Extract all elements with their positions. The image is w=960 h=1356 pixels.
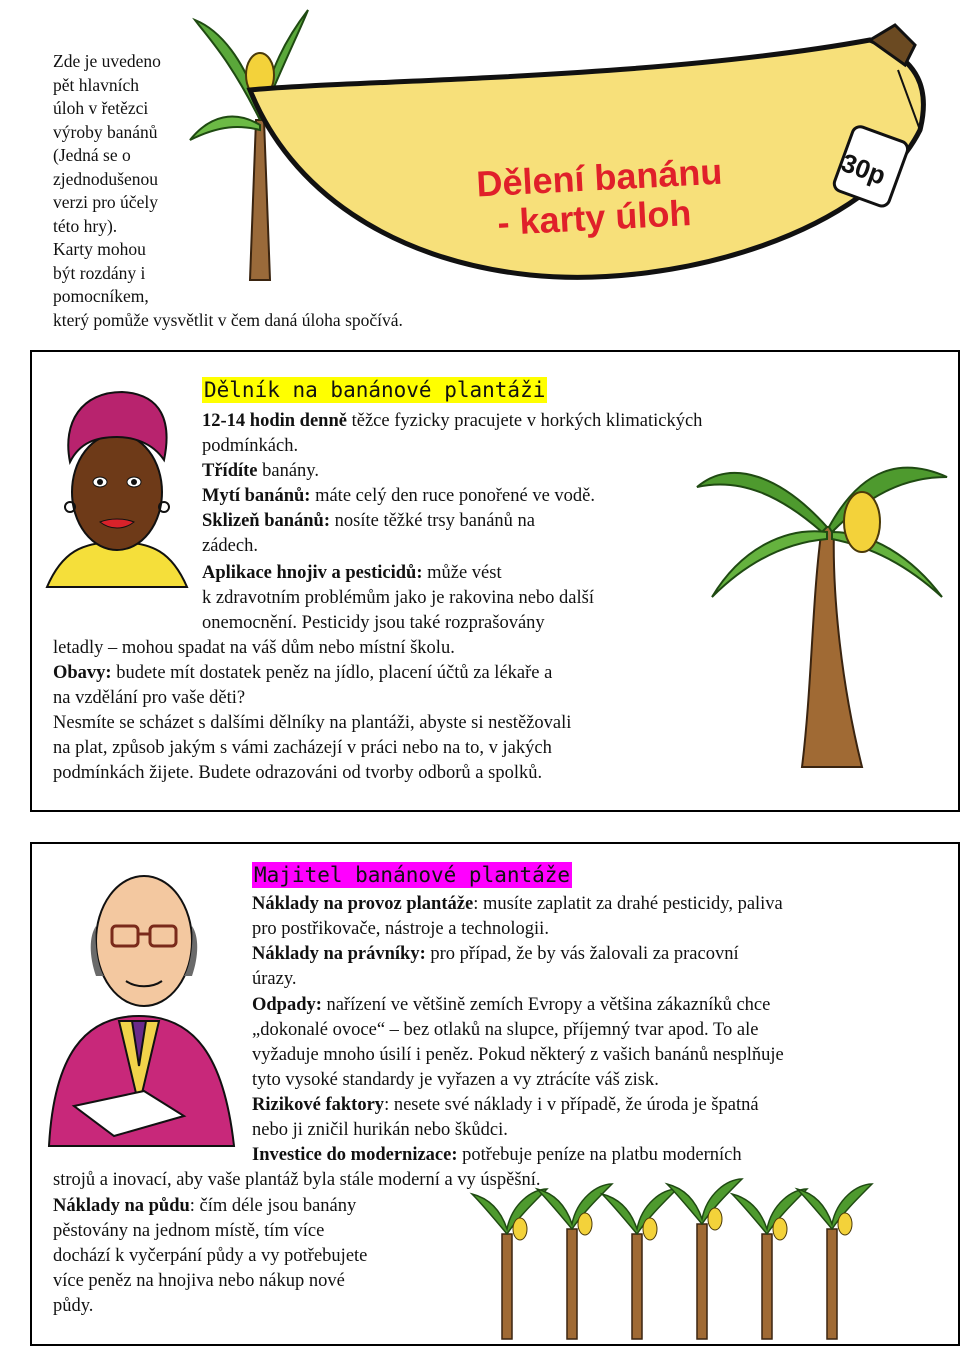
intro-line: Zde je uvedeno	[53, 51, 161, 71]
intro-line: úloh v řetězci	[53, 98, 149, 118]
intro-line: verzi pro účely	[53, 192, 158, 212]
worker-portrait	[42, 382, 192, 592]
owner-operation-costs-cont: pro postřikovače, nástroje a technologii.	[252, 919, 549, 939]
worker-harvest: Sklizeň banánů: nosíte těžké trsy banánů na	[202, 511, 535, 531]
price-tag: 30p	[837, 147, 890, 191]
owner-land-costs-cont: půdy.	[53, 1296, 94, 1316]
owner-lawyer-costs: Náklady na právníky: pro případ, že by vás žalovali za pracovní	[252, 944, 739, 964]
owner-portrait	[34, 856, 244, 1156]
owner-modernization: Investice do modernizace: potřebuje peníze na platbu moderních	[252, 1145, 742, 1165]
owner-risk-factors-cont: nebo ji zničil hurikán nebo škůdci.	[252, 1120, 508, 1140]
banana-banner	[230, 20, 950, 300]
owner-land-costs-cont: dochází k vyčerpání půdy a vy potřebujete	[53, 1246, 368, 1266]
intro-line: pět hlavních	[53, 74, 140, 95]
banana-plantation-illustration	[472, 1174, 912, 1339]
intro-line: být rozdány i	[53, 262, 146, 283]
worker-fertilizer-cont: onemocnění. Pesticidy jsou také rozprašovány	[202, 613, 545, 633]
owner-waste-cont: „dokonalé ovoce“ – bez otlaků na slupce, příjemný tvar apod. To ale	[252, 1020, 759, 1040]
worker-worries-cont: na vzdělání pro vaše děti?	[53, 688, 246, 708]
owner-land-costs-cont: pěstovány na jednom místě, tím více	[53, 1221, 325, 1241]
worker-harvest-cont: zádech.	[202, 536, 258, 556]
owner-waste-cont: vyžaduje mnoho úsilí i peněz. Pokud některý z vašich banánů nesplňuje	[252, 1045, 784, 1065]
worker-card-title: Dělník na banánové plantáži	[204, 378, 546, 402]
banana-tree-illustration	[692, 447, 952, 767]
worker-worries: Obavy: budete mít dostatek peněz na jídlo, placení účtů za lékaře a	[53, 663, 553, 683]
owner-lawyer-costs-cont: úrazy.	[252, 969, 297, 989]
intro-line: který pomůže vysvětlit v čem daná úloha spočívá.	[53, 309, 403, 330]
banner-title-line2: - karty úloh	[496, 191, 693, 244]
worker-fertilizer: Aplikace hnojiv a pesticidů: může vést	[202, 563, 502, 583]
intro-line: výroby banánů	[53, 121, 158, 142]
intro-line: pomocníkem,	[53, 286, 149, 306]
worker-union: podmínkách žijete. Budete odrazováni od tvorby odborů a spolků.	[53, 763, 543, 783]
owner-modernization-cont: strojů a inovací, aby vaše plantáž byla stále moderní a vy úspěšní.	[53, 1170, 541, 1190]
owner-risk-factors: Rizikové faktory: nesete své náklady i v případě, že úroda je špatná	[252, 1095, 759, 1115]
worker-hours-cont: podmínkách.	[202, 436, 299, 456]
owner-waste: Odpady: nařízení ve většině zemích Evropy a většina zákazníků chce	[252, 995, 771, 1015]
worker-sorting: Třídíte banány.	[202, 461, 319, 481]
owner-waste-cont: tyto vysoké standardy je vyřazen a vy ztrácíte váš zisk.	[252, 1070, 659, 1090]
intro-line: Karty mohou	[53, 239, 146, 259]
intro-line: zjednodušenou	[53, 168, 158, 189]
owner-land-costs-cont: více peněz na hnojiva nebo nákup nové	[53, 1271, 345, 1291]
banner-title-line1: Dělení banánu	[475, 150, 724, 205]
worker-fertilizer-cont: letadly – mohou spadat na váš dům nebo místní školu.	[53, 638, 455, 658]
intro-line: této hry).	[53, 215, 118, 236]
worker-union: Nesmíte se scházet s dalšími dělníky na plantáži, abyste si nestěžovali	[53, 713, 572, 733]
owner-operation-costs: Náklady na provoz plantáže: musíte zaplatit za drahé pesticidy, paliva	[252, 894, 783, 914]
worker-hours: 12-14 hodin denně těžce fyzicky pracujete v horkých klimatických	[202, 411, 703, 431]
worker-fertilizer-cont: k zdravotním problémům jako je rakovina nebo další	[202, 588, 594, 608]
owner-card-title: Majitel banánové plantáže	[254, 863, 571, 887]
worker-washing: Mytí banánů: máte celý den ruce ponořené ve vodě.	[202, 486, 596, 506]
intro-line: (Jedná se o	[53, 145, 131, 165]
owner-land-costs: Náklady na půdu: čím déle jsou banány	[53, 1196, 357, 1216]
worker-union: na plat, způsob jakým s vámi zacházejí v práci nebo na to, v jakých	[53, 738, 552, 758]
worker-card	[30, 350, 960, 812]
owner-card	[30, 842, 960, 1346]
